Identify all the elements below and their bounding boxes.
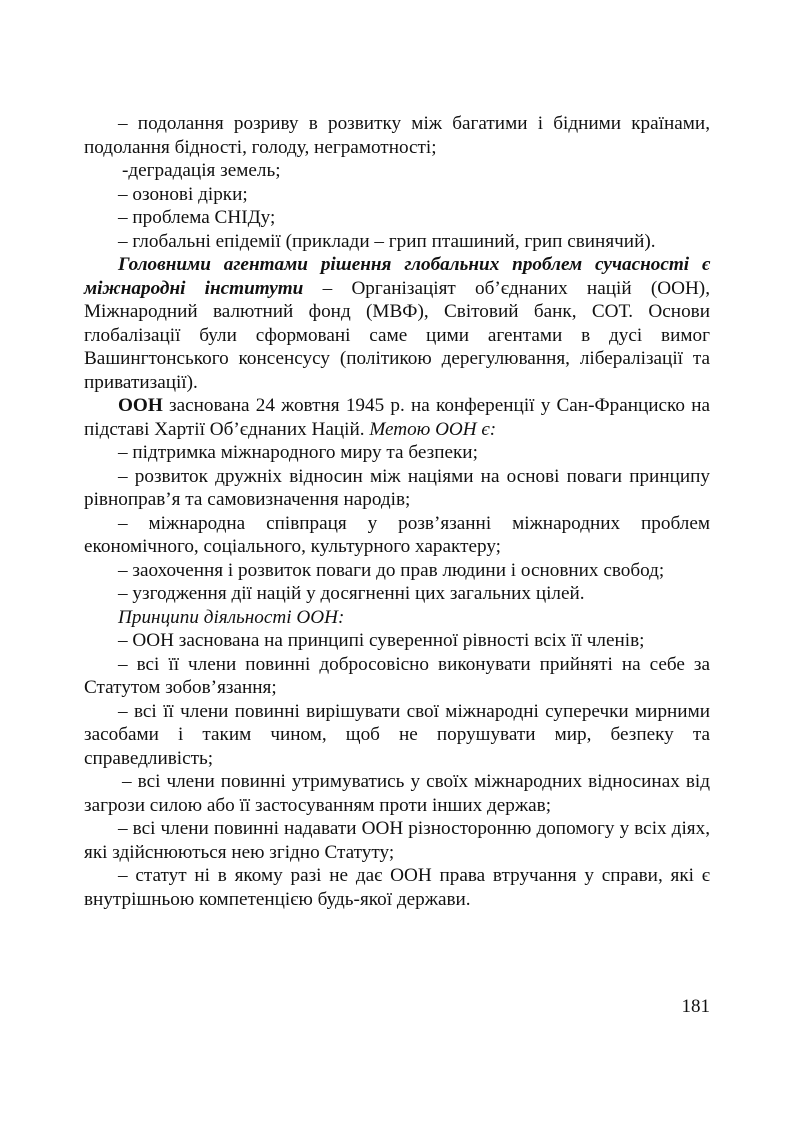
paragraph-16: – всі її члени повинні вирішувати свої міжнародні суперечки мирними засобами і таким чином, щоб не порушувати мир, безпеку та справедливість; [84,700,710,769]
body-text [84,112,710,911]
paragraph-17: – всі члени повинні утримуватись у своїх міжнародних відносинах від загрози силою або її застосуванням проти інших держав; [84,771,710,816]
paragraph-4: – проблема СНІДу; [118,207,276,228]
paragraph-11: – заохочення і розвиток поваги до прав людини і основних свобод; [118,559,665,581]
paragraph-18: – всі члени повинні надавати ООН різносторонню допомогу у всіх діях, які здійснюються нею згідно Статуту; [84,818,710,863]
un-founding-text: заснована 24 жовтня 1945 р. на конференції у Сан-Франциско на підставі Хартії Об’єднаних Націй. [84,395,710,440]
paragraph-7 [84,394,710,441]
paragraph-10: – міжнародна співпраця у розв’язанні міжнародних проблем економічного, соціального, культурного характеру; [84,512,710,557]
paragraph-12: – узгодження дії націй у досягненні цих загальних цілей. [118,583,585,604]
paragraph-3: – озонові дірки; [118,183,248,205]
agents-emphasis: Головними агентами рішення глобальних проблем сучасності є міжнародні інститути [84,254,710,299]
paragraph-8: – підтримка міжнародного миру та безпеки; [118,442,478,463]
paragraph-19: – статут ні в якому разі не дає ООН права втручання у справи, які є внутрішньою компетенцією будь-якої держави. [84,865,710,910]
paragraph-6 [84,253,710,394]
paragraph-2: -деградація земель; [122,160,281,181]
un-goals-heading: Метою ООН є: [369,418,497,440]
un-emphasis: ООН [118,395,163,416]
principles-heading: Принципи діяльності ООН: [118,606,345,628]
paragraph-15: – всі її члени повинні добросовісно виконувати прийняті на себе за Статутом зобов’язання; [84,653,710,698]
page-number: 181 [681,996,710,1017]
paragraph-5: – глобальні епідемії (приклади – грип пташиний, грип свинячий). [118,230,656,252]
paragraph-1: – подолання розриву в розвитку між багатими і бідними країнами, подолання бідності, голоду, неграмотності; [84,113,710,158]
agents-text: – Організаціят об’єднаних націй (ООН), Міжнародний валютний фонд (МВФ), Світовий банк, СОТ. Основи глобалізації були сформовані саме цими агентами в дусі вимог Вашингтонського консенсусу (політикою дерегулювання, лібералізації та приватизації). [84,277,710,393]
paragraph-14: – ООН заснована на принципі суверенної рівності всіх її членів; [118,630,645,651]
paragraph-9: – розвиток дружніх відносин між націями на основі поваги принципу рівноправ’я та самовизначення народів; [84,465,710,510]
